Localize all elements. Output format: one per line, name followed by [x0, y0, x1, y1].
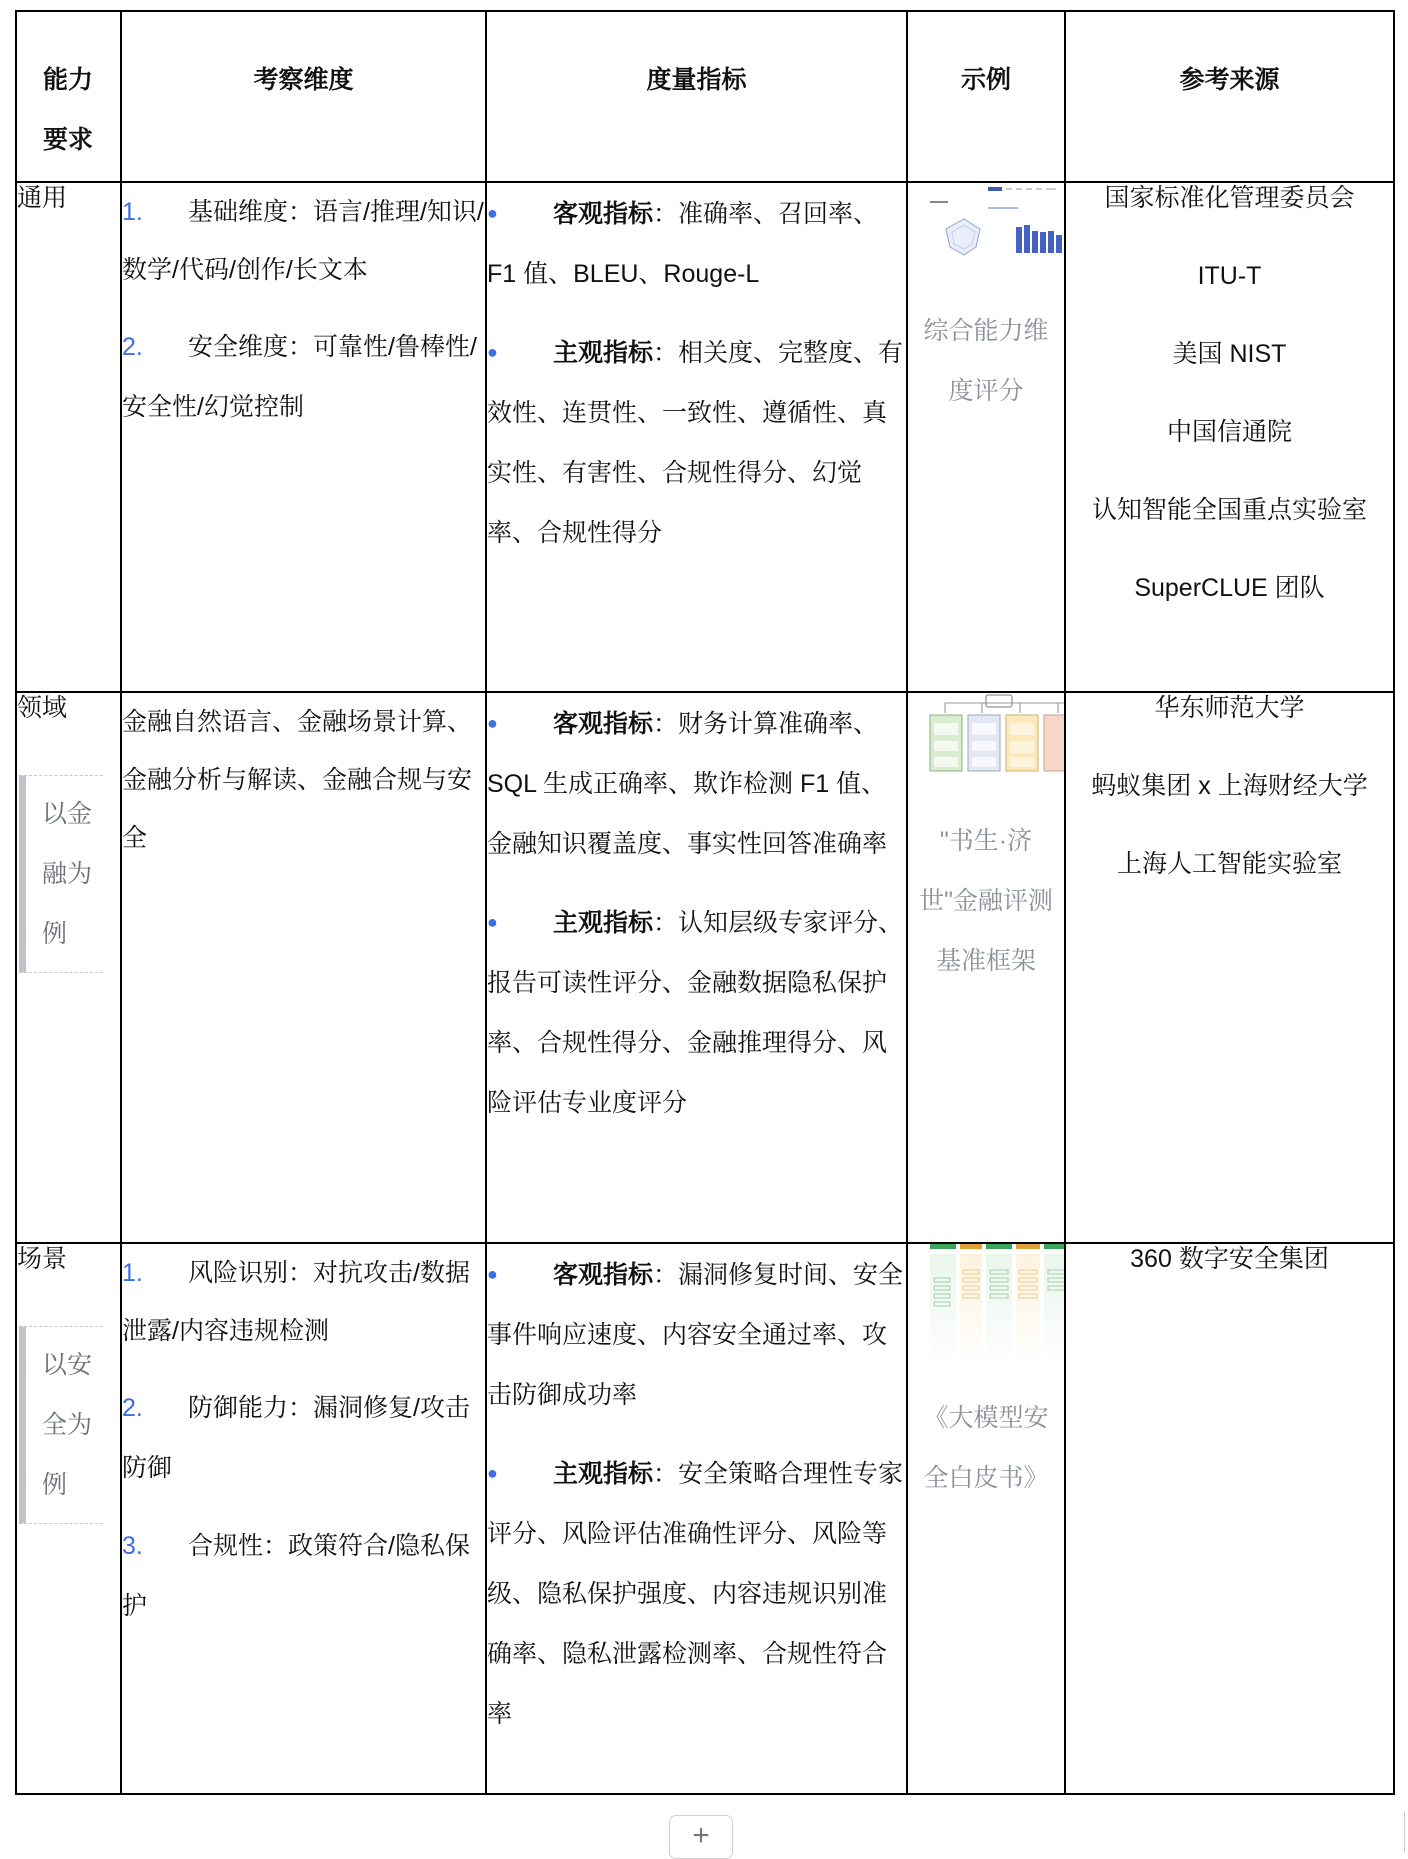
dimension-text: 风险识别：对抗攻击/数据泄露/内容违规检测 [122, 1259, 470, 1345]
header-dimension: 考察维度 [121, 11, 486, 182]
dimension-text: 合规性：政策符合/隐私保护 [122, 1532, 470, 1620]
dimension-item [122, 1516, 485, 1636]
header-capability-line1: 能力 [43, 66, 94, 94]
bullet-icon: ● [487, 912, 498, 932]
header-row [16, 11, 1394, 182]
source-cell [1065, 182, 1394, 692]
dimension-cell [121, 1243, 486, 1794]
metric-label: 主观指标 [553, 909, 654, 937]
example-caption: "书生·济世"金融评测基准框架 [919, 827, 1053, 975]
metric-label: 客观指标 [553, 710, 654, 738]
metric-label: 主观指标 [553, 339, 654, 367]
capability-cell [16, 1243, 121, 1794]
framework-diagram-thumbnail[interactable] [928, 693, 1065, 789]
table-row-general [16, 182, 1394, 692]
metric-item-subjective [487, 892, 906, 1133]
source-item: 华东师范大学 [1154, 694, 1305, 722]
table-row-domain [16, 692, 1394, 1243]
source-item: 国家标准化管理委员会 [1104, 184, 1355, 212]
source-item: SuperCLUE 团队 [1134, 574, 1325, 602]
source-item: 360 数字安全集团 [1130, 1245, 1329, 1273]
dimension-text: 安全维度：可靠性/鲁棒性/安全性/幻觉控制 [122, 333, 477, 421]
bullet-icon: ● [487, 1463, 498, 1483]
metric-label: 客观指标 [553, 1261, 654, 1289]
list-number: 2. [122, 333, 143, 361]
example-caption: 综合能力维度评分 [923, 317, 1049, 405]
capability-label: 场景 [17, 1245, 68, 1273]
header-source: 参考来源 [1065, 11, 1394, 182]
dimension-item [122, 317, 485, 437]
metric-label: 主观指标 [553, 1460, 654, 1488]
metrics-cell [486, 692, 907, 1243]
bullet-icon: ● [487, 1264, 498, 1284]
metric-item-objective [487, 1244, 906, 1425]
list-number: 2. [122, 1394, 143, 1422]
source-item: 上海人工智能实验室 [1116, 850, 1342, 878]
dimension-text: 防御能力：漏洞修复/攻击防御 [122, 1394, 470, 1482]
bullet-icon: ● [487, 203, 498, 223]
list-number: 3. [122, 1532, 143, 1560]
metric-text: ：认知层级专家评分、报告可读性评分、金融数据隐私保护率、合规性得分、金融推理得分、风险评估专业度评分 [487, 909, 904, 1117]
plus-icon: + [692, 1819, 710, 1852]
metric-label: 客观指标 [553, 200, 654, 228]
metric-item-subjective [487, 322, 906, 563]
source-item: 蚂蚁集团 x 上海财经大学 [1091, 772, 1368, 800]
source-cell [1065, 692, 1394, 1243]
metric-text: ：准确率、召回率、F1 值、BLEU、Rouge-L [487, 200, 879, 288]
bullet-icon: ● [487, 342, 498, 362]
metric-text: ：相关度、完整度、有效性、连贯性、一致性、遵循性、真实性、有害性、合规性得分、幻觉率、合规性得分 [487, 339, 904, 547]
metrics-cell [486, 1243, 907, 1794]
capability-cell [16, 692, 121, 1243]
dimension-item [122, 1244, 485, 1360]
metric-item-subjective [487, 1443, 906, 1744]
example-note [19, 1326, 103, 1524]
security-whitepaper-thumbnail[interactable] [928, 1244, 1065, 1374]
dimension-item [122, 183, 485, 299]
example-note-text: 以金融为例 [42, 800, 93, 948]
example-cell [907, 1243, 1065, 1794]
source-item: 认知智能全国重点实验室 [1091, 496, 1367, 524]
source-item: ITU-T [1197, 262, 1262, 290]
dimension-text: 金融自然语言、金融场景计算、金融分析与解读、金融合规与安全 [122, 708, 473, 852]
list-number: 1. [122, 198, 143, 226]
capability-cell [16, 182, 121, 692]
metric-item-objective [487, 693, 906, 874]
add-column-handle[interactable] [1404, 1812, 1408, 1852]
metric-text: ：财务计算准确率、SQL 生成正确率、欺诈检测 F1 值、金融知识覆盖度、事实性回答准确率 [487, 710, 888, 858]
dimension-cell [121, 182, 486, 692]
bullet-icon: ● [487, 713, 498, 733]
example-note-text: 以安全为例 [42, 1351, 93, 1499]
radar-and-bar-chart-thumbnail[interactable] [928, 183, 1065, 279]
dimension-item [122, 1378, 485, 1498]
list-number: 1. [122, 1259, 143, 1287]
example-cell [907, 692, 1065, 1243]
source-item: 美国 NIST [1172, 340, 1287, 368]
header-metrics: 度量指标 [486, 11, 907, 182]
header-capability [16, 11, 121, 182]
dimension-text: 基础维度：语言/推理/知识/数学/代码/创作/长文本 [122, 198, 484, 284]
metric-text: ：漏洞修复时间、安全事件响应速度、内容安全通过率、攻击防御成功率 [487, 1261, 904, 1409]
source-item: 中国信通院 [1166, 418, 1292, 446]
add-row-button[interactable] [669, 1815, 733, 1859]
example-cell [907, 182, 1065, 692]
header-capability-line2: 要求 [43, 126, 94, 154]
metric-item-objective [487, 183, 906, 304]
example-note [19, 775, 103, 973]
table-row-scenario [16, 1243, 1394, 1794]
header-example: 示例 [907, 11, 1065, 182]
metric-text: ：安全策略合理性专家评分、风险评估准确性评分、风险等级、隐私保护强度、内容违规识别准确率、隐私泄露检测率、合规性符合率 [487, 1460, 904, 1728]
example-caption: 《大模型安全白皮书》 [923, 1404, 1049, 1492]
evaluation-table [15, 10, 1395, 1795]
capability-label: 通用 [17, 184, 68, 212]
metrics-cell [486, 182, 907, 692]
dimension-cell [121, 692, 486, 1243]
capability-label: 领域 [17, 694, 68, 722]
source-cell [1065, 1243, 1394, 1794]
